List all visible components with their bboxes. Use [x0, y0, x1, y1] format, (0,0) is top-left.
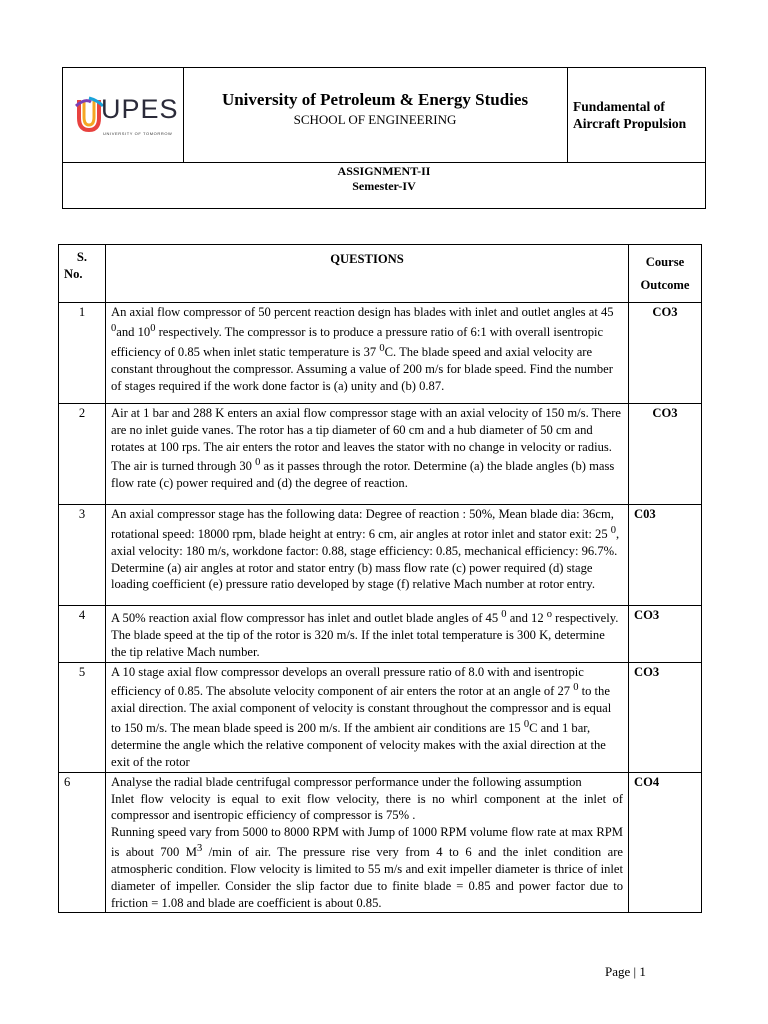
table-row — [59, 772, 702, 913]
outcome-header — [629, 245, 702, 303]
document-header — [62, 67, 706, 209]
question-text: An axial compressor stage has the following data: Degree of reaction : 50%, Mean blade dia: 36cm, rotational speed: 18000 rpm, blade height at entry: 6 cm, air angles at rotor inlet and stator exit: 25 $^0$, axial velocity: 180 m/s, workdone factor: 0.88, stage efficiency: 0.85, mechanical efficiency: 96.7%. Determine (a) air angles at rotor and stator entry (b) mass flow rate (c) power required (d) stage loading coefficient (e) pressure ratio developed by stage (f) relative Mach number at rotor entry. — [106, 505, 629, 606]
university-name: University of Petroleum & Energy Studies — [221, 90, 529, 109]
course-outcome: CO3 — [629, 303, 702, 404]
assignment-title: ASSIGNMENT-II — [337, 164, 431, 178]
table-row — [59, 303, 702, 404]
course-outcome: CO3 — [629, 404, 702, 505]
row-number: 5 — [59, 662, 106, 772]
sno-header-line1: S. — [76, 250, 88, 264]
outcome-header-line2: Outcome — [640, 278, 690, 292]
logo-wordmark: UPES — [101, 94, 179, 124]
row-number: 4 — [59, 606, 106, 663]
question-paragraph: Analyse the radial blade centrifugal compressor performance under the following assumption — [111, 774, 582, 789]
questions-header: QUESTIONS — [106, 245, 629, 303]
question-paragraph: Inlet flow velocity is equal to exit flow velocity, there is no whirl component at the inlet of compressor and isentropic efficiency of compressor is 75% . — [111, 791, 623, 823]
course-title-line2: Aircraft Propulsion — [573, 116, 687, 131]
course-outcome: CO4 — [629, 772, 702, 913]
semester-label: Semester-IV — [352, 179, 416, 193]
row-number: 2 — [59, 404, 106, 505]
table-row — [59, 606, 702, 663]
course-title-line1: Fundamental of — [573, 99, 665, 114]
course-cell — [567, 68, 705, 162]
course-outcome: CO3 — [629, 606, 702, 663]
row-number: 1 — [59, 303, 106, 404]
assignment-info — [63, 164, 705, 194]
logo-tagline: UNIVERSITY OF TOMORROW — [103, 131, 173, 136]
sno-header-line2: No. — [64, 266, 83, 281]
upes-logo — [75, 94, 179, 138]
header-top-row — [63, 68, 705, 163]
page-number: Page | 1 — [605, 964, 646, 979]
table-header-row — [59, 245, 702, 303]
logo-cell — [63, 68, 184, 162]
course-outcome: C03 — [629, 505, 702, 606]
school-name: SCHOOL OF ENGINEERING — [293, 112, 457, 127]
questions-table — [58, 244, 702, 913]
question-text: A 50% reaction axial flow compressor has inlet and outlet blade angles of 45 $^0$ and 12 $^o$ respectively. The blade speed at the tip of the rotor is 320 m/s. If the inlet total temperature is 300 K, determine the tip relative Mach number. — [106, 606, 629, 663]
table-row — [59, 404, 702, 505]
course-title — [573, 98, 701, 132]
question-text: An axial flow compressor of 50 percent reaction design has blades with inlet and outlet angles at 45 $^0$and $10^0$ respectively. The compressor is to produce a pressure ratio of 6:1 with overall isentropic efficiency of 0.85 when inlet static temperature is 37 $^0$C. The blade speed and axial velocity are constant throughout the compressor. Assuming a value of 200 m/s for blade speed. Find the number of stages required if the work done factor is (a) unity and (b) 0.87. — [106, 303, 629, 404]
title-cell — [183, 68, 568, 162]
question-text — [106, 772, 629, 913]
table-row — [59, 662, 702, 772]
question-text: Air at 1 bar and 288 K enters an axial flow compressor stage with an axial velocity of 150 m/s. There are no inlet guide vanes. The rotor has a tip diameter of 60 cm and a hub diameter of 50 cm and rotates at 100 rps. The air enters the rotor and leaves the stator with no change in velocity or radius. The air is turned through 30 $^0$ as it passes through the rotor. Determine (a) the blade angles (b) mass flow rate (c) power required and (d) the degree of reaction. — [106, 404, 629, 505]
sno-header — [59, 245, 106, 303]
row-number: 3 — [59, 505, 106, 606]
row-number: 6 — [59, 772, 106, 913]
question-paragraph: Running speed vary from 5000 to 8000 RPM with Jump of 1000 RPM volume flow rate at max RPM is about 700 $M^3$ /min of air. The pressure rise very from 4 to 6 and the inlet condition are atmospheric condition. Flow velocity is limited to 55 m/s and exit impeller diameter is thrice of inlet diameter of impeller. Consider the slip factor due to finite blade = 0.85 and power factor due to friction = 1.08 and blade are coefficient is about 0.85. — [111, 825, 623, 910]
question-text: A 10 stage axial flow compressor develops an overall pressure ratio of 8.0 with and isentropic efficiency of 0.85. The absolute velocity component of air enters the rotor at an angle of 27 $^0$ to the axial direction. The axial component of velocity is constant throughout the compressor and is equal to 150 m/s. The mean blade speed is 200 m/s. If the ambient air conditions are 15 $^0$C and 1 bar, determine the angle which the relative component of velocity makes with the axial direction at the exit of the rotor — [106, 662, 629, 772]
course-outcome: CO3 — [629, 662, 702, 772]
outcome-header-line1: Course — [645, 255, 685, 269]
table-row — [59, 505, 702, 606]
